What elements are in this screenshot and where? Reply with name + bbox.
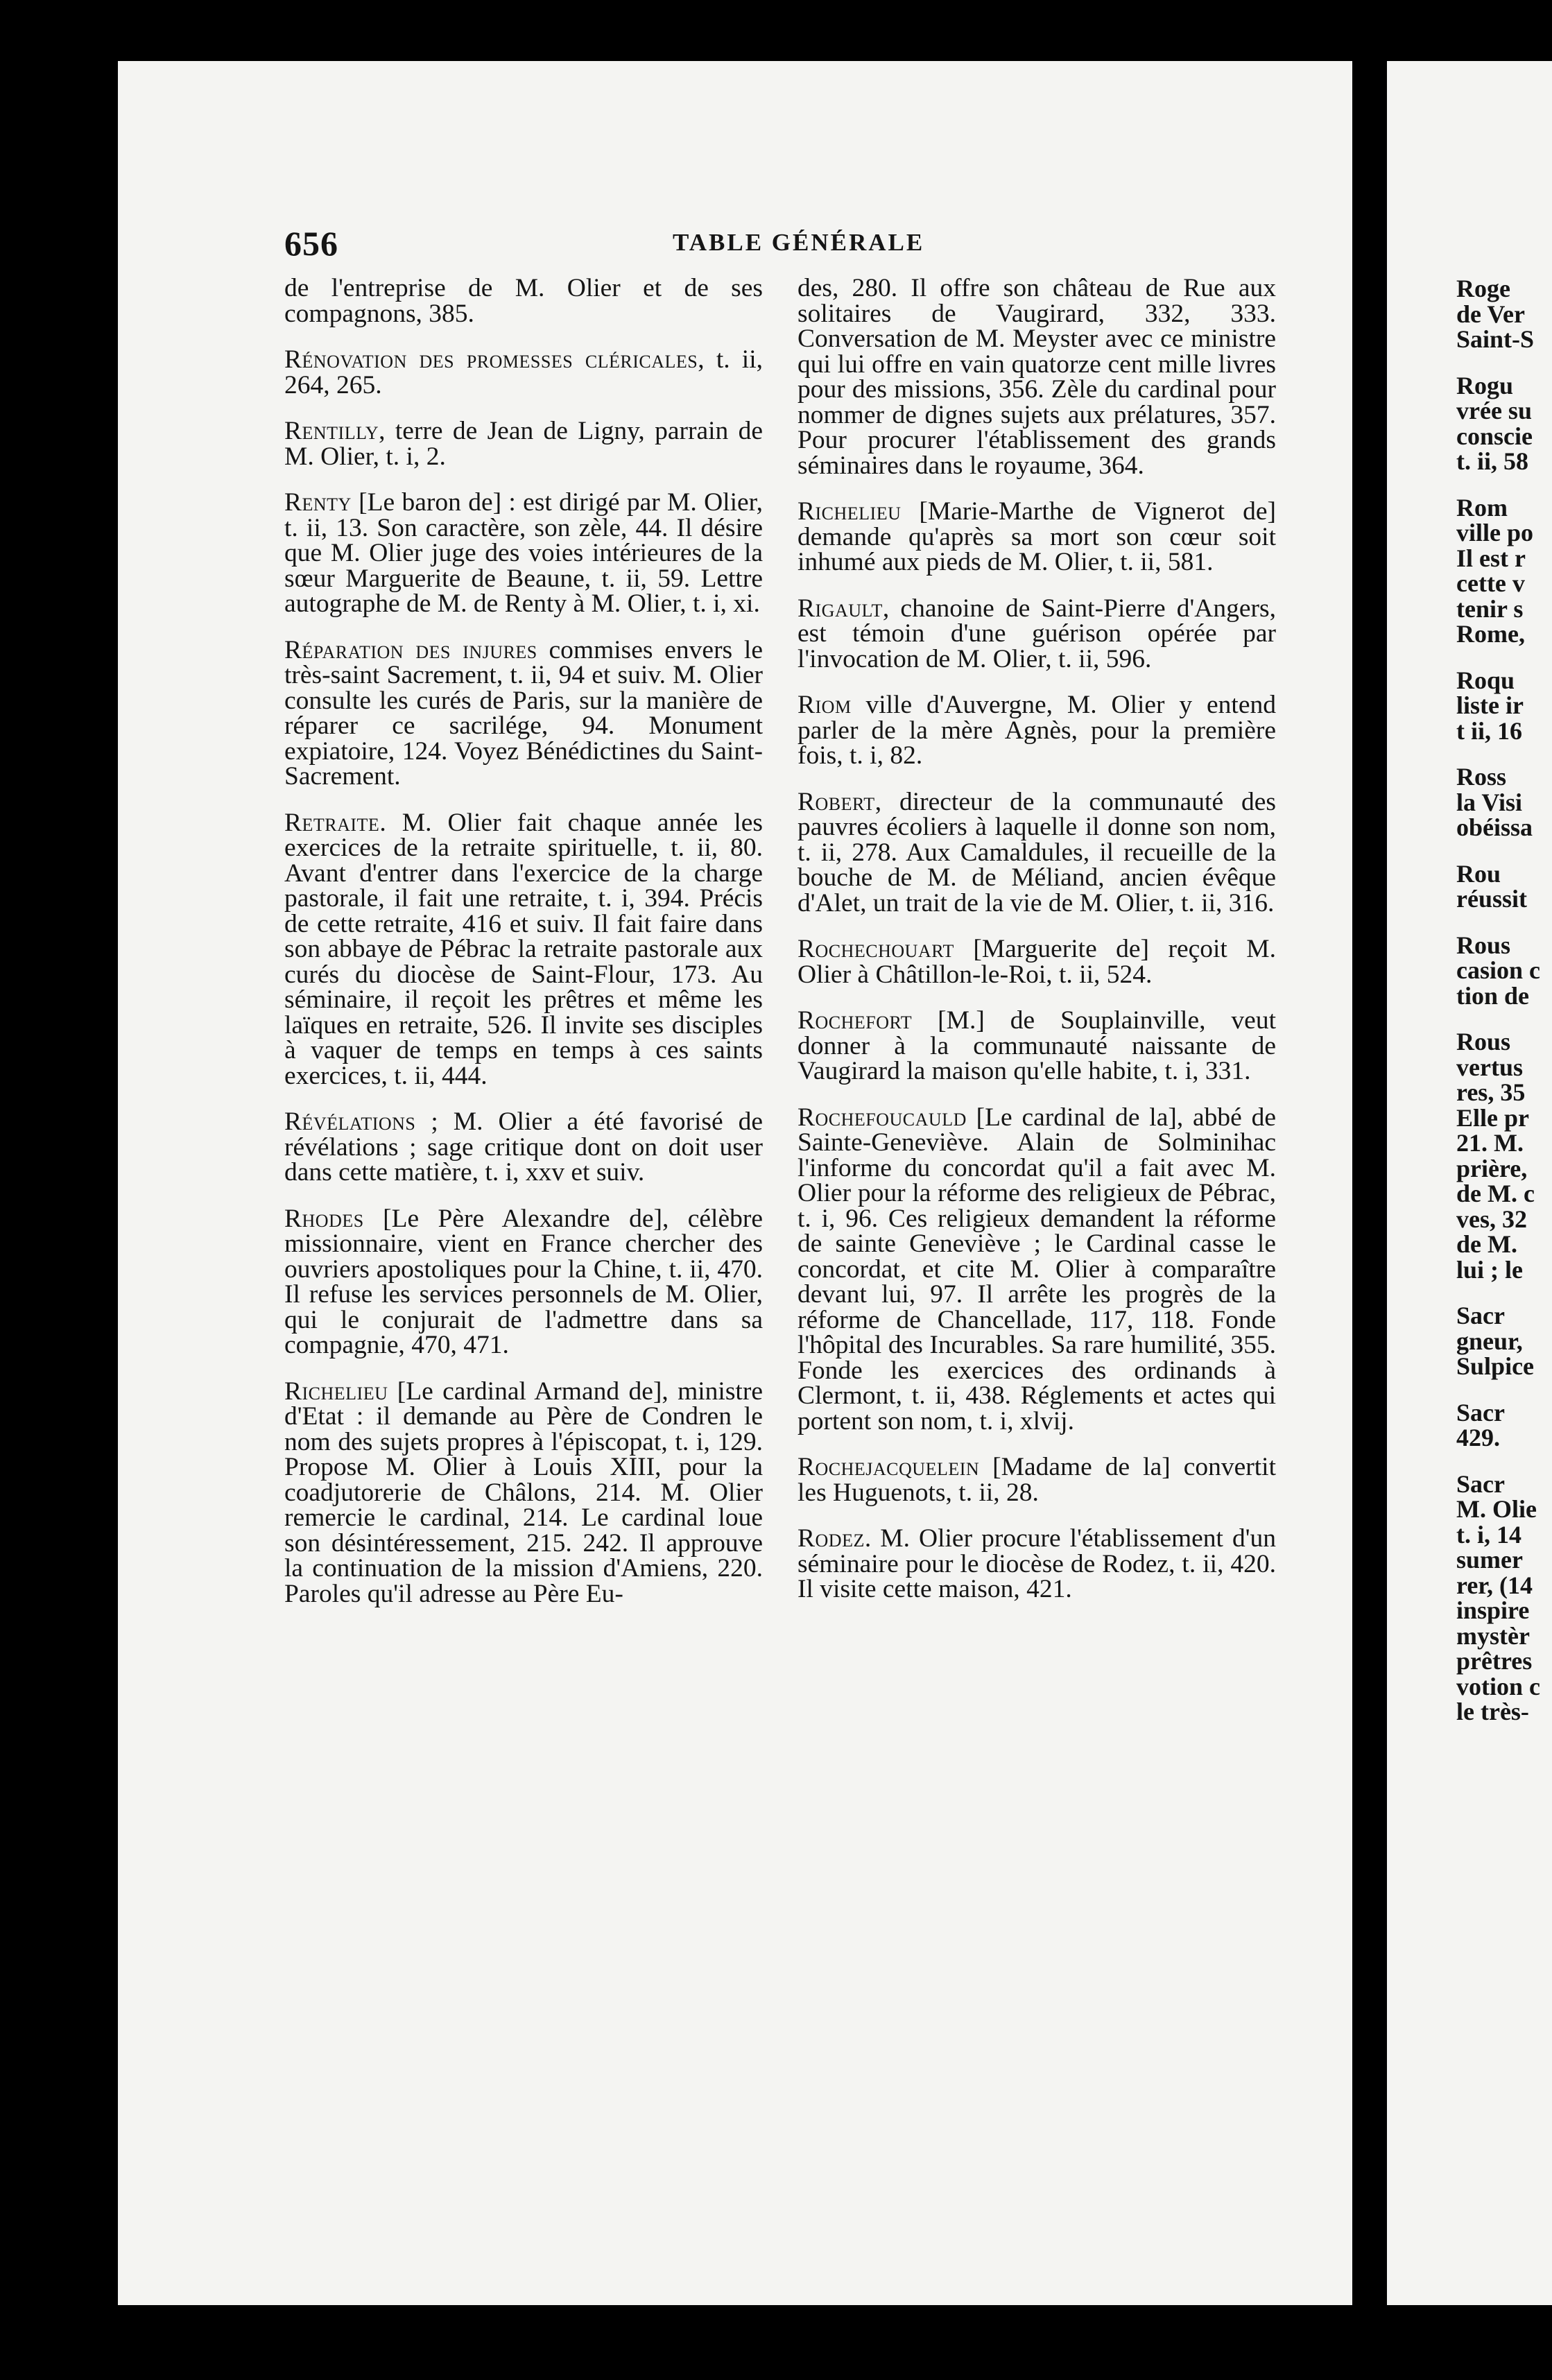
entry-text: . M. Olier procure l'établissement d'un séminaire pour le diocèse de Rodez, t. ii, 420. Il visite cette maison, 421. [797, 1524, 1276, 1603]
index-column-right [797, 276, 1276, 1623]
fragment-block [1456, 764, 1552, 840]
entry-headword: Richelieu [284, 1377, 388, 1406]
entry-headword: Rochechouart [797, 935, 954, 963]
index-entry [797, 276, 1276, 478]
entry-text: [Le cardinal Armand de], ministre d'Etat : il demande au Père de Condren le nom des sujets propres à l'épiscopat, t. i, 129. Propose M. Olier à Louis XIII, pour la coadjutorerie de Châlons, 214. M. Olier remercie le cardinal, 214. Le cardinal loue son désintéressement, 215. 242. Il approuve la continuation de la mission d'Amiens, 220. Paroles qu'il adresse au Père Eu- [284, 1377, 763, 1608]
fragment-line: Roge [1456, 276, 1510, 302]
fragment-line: le très- [1456, 1698, 1529, 1725]
entry-headword: Rochejacquelein [797, 1453, 980, 1481]
entry-text: [Madame de la] convertit les Huguenots, t. ii, 28. [797, 1453, 1276, 1507]
entry-text: [Le cardinal de la], abbé de Sainte-Geneviève. Alain de Solminihac l'informe du concordat qu'il a fait avec M. Olier pour la réforme des religieux de Pébrac, t. i, 96. Ces religieux demandent la réforme de sainte Geneviève ; le Cardinal casse le concordat, et cite M. Olier à comparaître devant lui, 97. Il arrête les progrès de la réforme de Chancellade, 117, 118. Fonde l'hôpital des Incurables. Sa rare humilité, 355. Fonde les exercices des ordinands à Clermont, t. ii, 438. Réglements et actes qui portent son nom, t. i, xlvij. [797, 1103, 1276, 1435]
entry-headword: Renty [284, 488, 352, 517]
fragment-line: Rous [1456, 1028, 1511, 1055]
fragment-line: rer, (14 [1456, 1571, 1533, 1599]
entry-headword: Rhodes [284, 1204, 364, 1233]
fragment-line: M. Olie [1456, 1495, 1537, 1523]
entry-text: . M. Olier fait chaque année les exercices de la retraite spirituelle, t. ii, 80. Avant d'entrer dans l'exercice de la charge pastorale, il fait une retraite, t. i, 394. Précis de cette retraite, 416 et suiv. Il fait faire dans son abbaye de Pébrac la retraite pastorale aux curés du diocèse de Saint-Flour, 173. Au séminaire, il reçoit les prêtres et même les laïques en retraite, 526. Il invite ses disciples à vaquer de temps en temps à ces saints exercices, t. ii, 444. [284, 808, 763, 1090]
fragment-line: la Visi [1456, 788, 1523, 816]
index-entry [284, 635, 763, 791]
fragment-line: votion c [1456, 1672, 1540, 1700]
fragment-line: tion de [1456, 981, 1530, 1010]
entry-headword: Réparation des injures [284, 635, 537, 664]
fragment-line: vertus [1456, 1053, 1523, 1081]
entry-headword: Retraite [284, 808, 380, 837]
index-entry [797, 787, 1276, 917]
fragment-line: ville po [1456, 519, 1534, 546]
entry-text: , directeur de la communauté des pauvres écoliers à laquelle il donne son nom, t. ii, 278. Aux Camaldules, il recueille de la bouche de M. de Méliand, ancien évêque d'Alet, un trait de la vie de M. Olier, t. ii, 316. [797, 787, 1276, 917]
running-header: TABLE GÉNÉRALE [673, 229, 925, 256]
index-entry [284, 1107, 763, 1187]
fragment-block [1456, 495, 1552, 647]
entry-headword: Rochefort [797, 1006, 913, 1035]
fragment-line: t ii, 16 [1456, 716, 1522, 745]
fragment-line: Rome, [1456, 620, 1525, 648]
fragment-line: Rogu [1456, 371, 1514, 399]
entry-text: [Le Père Alexandre de], célèbre missionnaire, vient en France chercher des ouvriers apostoliques pour la Chine, t. ii, 470. Il refuse les services personnels de M. Olier, qui le conjurait de l'admettre dans sa compagnie, 470, 471. [284, 1204, 763, 1359]
entry-headword: Richelieu [797, 497, 902, 526]
fragment-block [1456, 276, 1552, 352]
entry-text: , chanoine de Saint-Pierre d'Angers, est témoin d'une guérison opérée par l'invocation de M. Olier, t. ii, 596. [797, 594, 1276, 673]
fragment-line: sumer [1456, 1546, 1523, 1573]
index-entry [284, 1204, 763, 1359]
entry-headword: Rochefoucauld [797, 1103, 967, 1132]
fragment-line: inspire [1456, 1596, 1530, 1624]
index-entry [797, 937, 1276, 988]
fragment-line: t. i, 14 [1456, 1520, 1521, 1549]
entry-headword: Rodez [797, 1524, 865, 1553]
fragment-line: Rou [1456, 859, 1501, 888]
entry-text: [M.] de Souplainville, veut donner à la communauté naissante de Vaugirard la maison qu'elle habite, t. i, 331. [797, 1006, 1276, 1085]
entry-text: [Le baron de] : est dirigé par M. Olier, t. ii, 13. Son caractère, son zèle, 44. Il désire que M. Olier juge des voies intérieures de la sœur Marguerite de Beaune, t. ii, 59. Lettre autographe de M. de Renty à M. Olier, t. i, xi. [284, 488, 763, 618]
entry-text: [Marguerite de] reçoit M. Olier à Châtillon-le-Roi, t. ii, 524. [797, 935, 1276, 989]
entry-text: de l'entreprise de M. Olier et de ses compagnons, 385. [284, 274, 763, 328]
entry-text: , terre de Jean de Ligny, parrain de M. Olier, t. i, 2. [284, 417, 763, 471]
fragment-line: liste ir [1456, 691, 1524, 719]
index-entry [284, 1379, 763, 1607]
index-entry [284, 808, 763, 1090]
fragment-line: Saint-S [1456, 325, 1535, 353]
fragment-line: cette v [1456, 569, 1525, 597]
fragment-line: de M. [1456, 1230, 1517, 1258]
fragment-block [1456, 933, 1552, 1009]
fragment-line: Rom [1456, 493, 1508, 521]
fragment-block [1456, 668, 1552, 744]
fragment-line: tenir s [1456, 594, 1524, 623]
fragment-line: 21. M. [1456, 1129, 1524, 1157]
entry-headword: Riom [797, 691, 852, 719]
fragment-line: obéissa [1456, 813, 1533, 841]
entry-headword: Rénovation des promesses cléricales [284, 345, 698, 374]
fragment-line: Sulpice [1456, 1352, 1535, 1380]
fragment-block [1456, 1303, 1552, 1379]
entry-headword: Révélations [284, 1107, 416, 1136]
fragment-line: prêtres [1456, 1647, 1533, 1675]
fragment-line: mystèr [1456, 1621, 1530, 1650]
index-entry [797, 1008, 1276, 1085]
adjacent-page-fragments [1456, 276, 1552, 1745]
fragment-block [1456, 861, 1552, 912]
fragment-line: Sacr [1456, 1398, 1505, 1426]
fragment-line: Rous [1456, 931, 1511, 959]
index-entry [797, 1105, 1276, 1435]
fragment-line: lui ; le [1456, 1255, 1523, 1284]
index-entry [284, 347, 763, 398]
fragment-line: Roqu [1456, 666, 1515, 694]
entry-text: ville d'Auvergne, M. Olier y entend parler de la mère Agnès, pour la première fois, t. i, 82. [797, 691, 1276, 770]
index-entry [797, 1526, 1276, 1603]
entry-headword: Rigault [797, 594, 883, 623]
fragment-line: casion c [1456, 956, 1540, 984]
fragment-line: réussit [1456, 885, 1527, 913]
entry-text: commises envers le très-saint Sacrement, t. ii, 94 et suiv. M. Olier consulte les curés de Paris, sur la manière de réparer ce sacrilége, 94. Monument expiatoire, 124. Voyez Bénédictines du Saint-Sacrement. [284, 635, 763, 791]
index-entry [284, 490, 763, 617]
fragment-line: prière, [1456, 1154, 1528, 1182]
index-entry [797, 1455, 1276, 1506]
fragment-line: res, 35 [1456, 1078, 1526, 1106]
entry-text: , t. ii, 264, 265. [284, 345, 763, 399]
fragment-line: de Ver [1456, 300, 1525, 328]
fragment-line: vrée su [1456, 397, 1532, 424]
index-entry [284, 419, 763, 469]
fragment-line: Sacr [1456, 1469, 1505, 1498]
fragment-block [1456, 1469, 1552, 1725]
index-entry [284, 276, 763, 327]
entry-text: des, 280. Il offre son château de Rue aux solitaires de Vaugirard, 332, 333. Conversation de M. Meyster avec ce ministre qui lui offre en vain quatorze cent mille livres pour des missions, 356. Zèle du cardinal pour nommer de dignes sujets aux prélatures, 357. Pour procurer l'établissement des grands séminaires dans le royaume, 364. [797, 274, 1276, 480]
index-entry [797, 499, 1276, 576]
fragment-line: gneur, [1456, 1327, 1523, 1355]
index-entry [797, 693, 1276, 769]
fragment-line: 429. [1456, 1424, 1500, 1451]
fragment-line: conscie [1456, 422, 1533, 450]
fragment-line: de M. c [1456, 1180, 1535, 1207]
fragment-line: Il est r [1456, 544, 1526, 572]
fragment-line: Sacr [1456, 1302, 1505, 1329]
fragment-block [1456, 1400, 1552, 1451]
index-column-left [284, 276, 763, 1628]
fragment-line: t. ii, 58 [1456, 447, 1528, 475]
entry-headword: Robert [797, 787, 875, 816]
fragment-line: Elle pr [1456, 1103, 1529, 1132]
fragment-line: ves, 32 [1456, 1205, 1527, 1233]
fragment-block [1456, 373, 1552, 474]
entry-text: [Marie-Marthe de Vignerot de] demande qu'après sa mort son cœur soit inhumé aux pieds de M. Olier, t. ii, 581. [797, 497, 1276, 576]
fragment-block [1456, 1029, 1552, 1282]
entry-text: ; M. Olier a été favorisé de révélations ; sage critique dont on doit user dans cette matière, t. i, xxv et suiv. [284, 1107, 763, 1187]
index-entry [797, 596, 1276, 673]
page-number: 656 [284, 224, 338, 263]
entry-headword: Rentilly [284, 417, 379, 445]
fragment-line: Ross [1456, 763, 1507, 791]
